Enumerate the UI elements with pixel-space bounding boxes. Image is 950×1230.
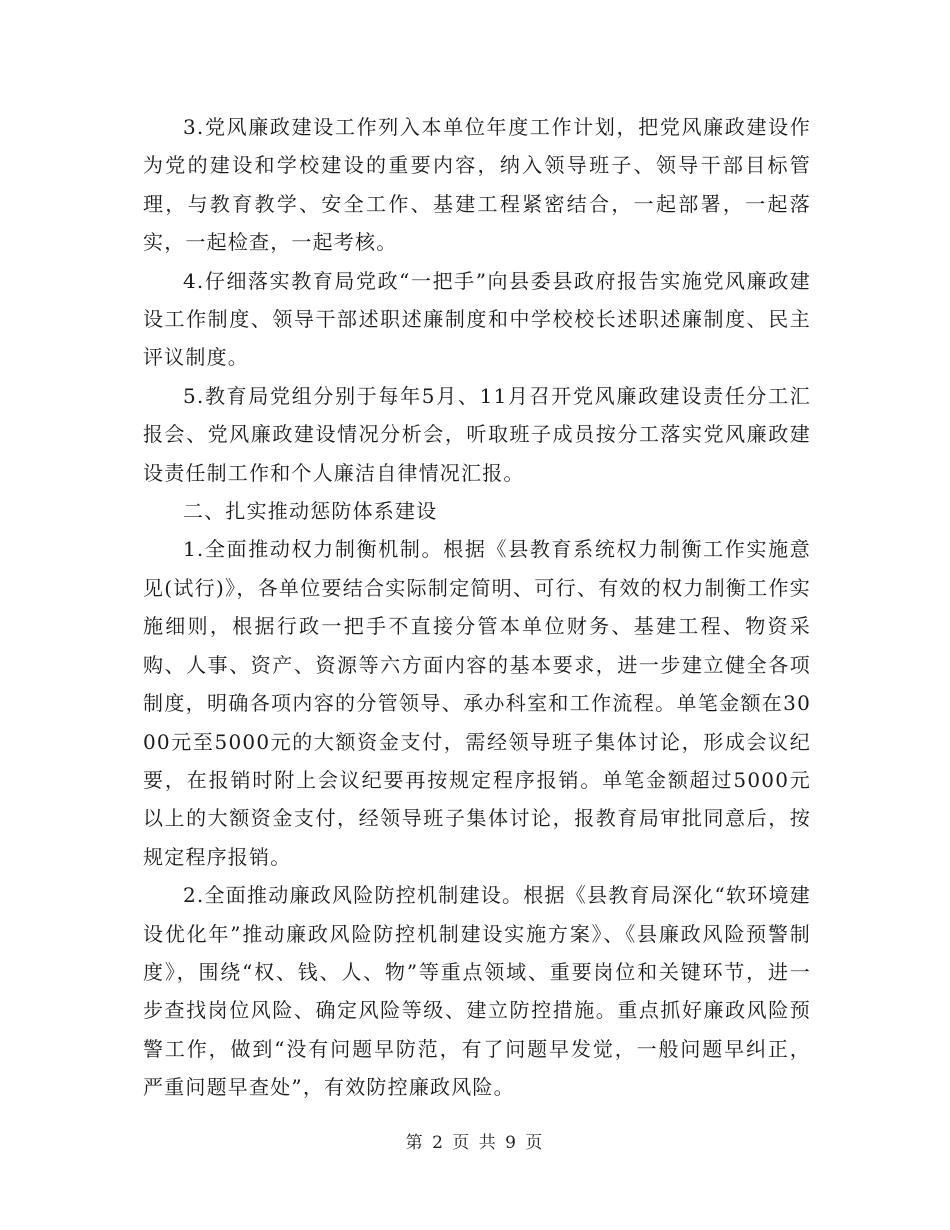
paragraph-item-3: 3.党风廉政建设工作列入本单位年度工作计划，把党风廉政建设作为党的建设和学校建设的重要内容，纳入领导班子、领导干部目标管理，与教育教学、安全工作、基建工程紧密结合，一起部署，一起落实，一起检查，一起考核。 [143,115,811,255]
document-body [143,108,811,1107]
paragraph-risk-control: 2.全面推动廉政风险防控机制建设。根据《县教育局深化“软环境建设优化年”推动廉政风险防控机制建设实施方案》、《县廉政风险预警制度》，围绕“权、钱、人、物”等重点领域、重要岗位和关键环节，进一步查找岗位风险、确定风险等级、建立防控措施。重点抓好廉政风险预警工作，做到“没有问题早防范，有了问题早发觉，一般问题早纠正，严重问题早查处”，有效防控廉政风险。 [143,883,811,1100]
paragraph-item-4: 4.仔细落实教育局党政“一把手”向县委县政府报告实施党风廉政建设工作制度、领导干部述职述廉制度和中学校校长述职述廉制度、民主评议制度。 [143,268,811,370]
section-heading: 二、扎实推动惩防体系建设 [183,499,438,524]
paragraph-item-5: 5.教育局党组分别于每年5月、11月召开党风廉政建设责任分工汇报会、党风廉政建设情况分析会，听取班子成员按分工落实党风廉政建设责任制工作和个人廉洁自律情况汇报。 [143,383,811,485]
paragraph-power-balance: 1.全面推动权力制衡机制。根据《县教育系统权力制衡工作实施意见(试行)》，各单位要结合实际制定简明、可行、有效的权力制衡工作实施细则，根据行政一把手不直接分管本单位财务、基建工程、物资采购、人事、资产、资源等六方面内容的基本要求，进一步建立健全各项制度，明确各项内容的分管领导、承办科室和工作流程。单笔金额在3000元至5000元的大额资金支付，需经领导班子集体讨论，形成会议纪要，在报销时附上会议纪要再按规定程序报销。单笔金额超过5000元以上的大额资金支付，经领导班子集体讨论，报教育局审批同意后，按规定程序报销。 [143,537,811,869]
page-number-footer: 第 2 页 共 9 页 [405,1133,545,1153]
